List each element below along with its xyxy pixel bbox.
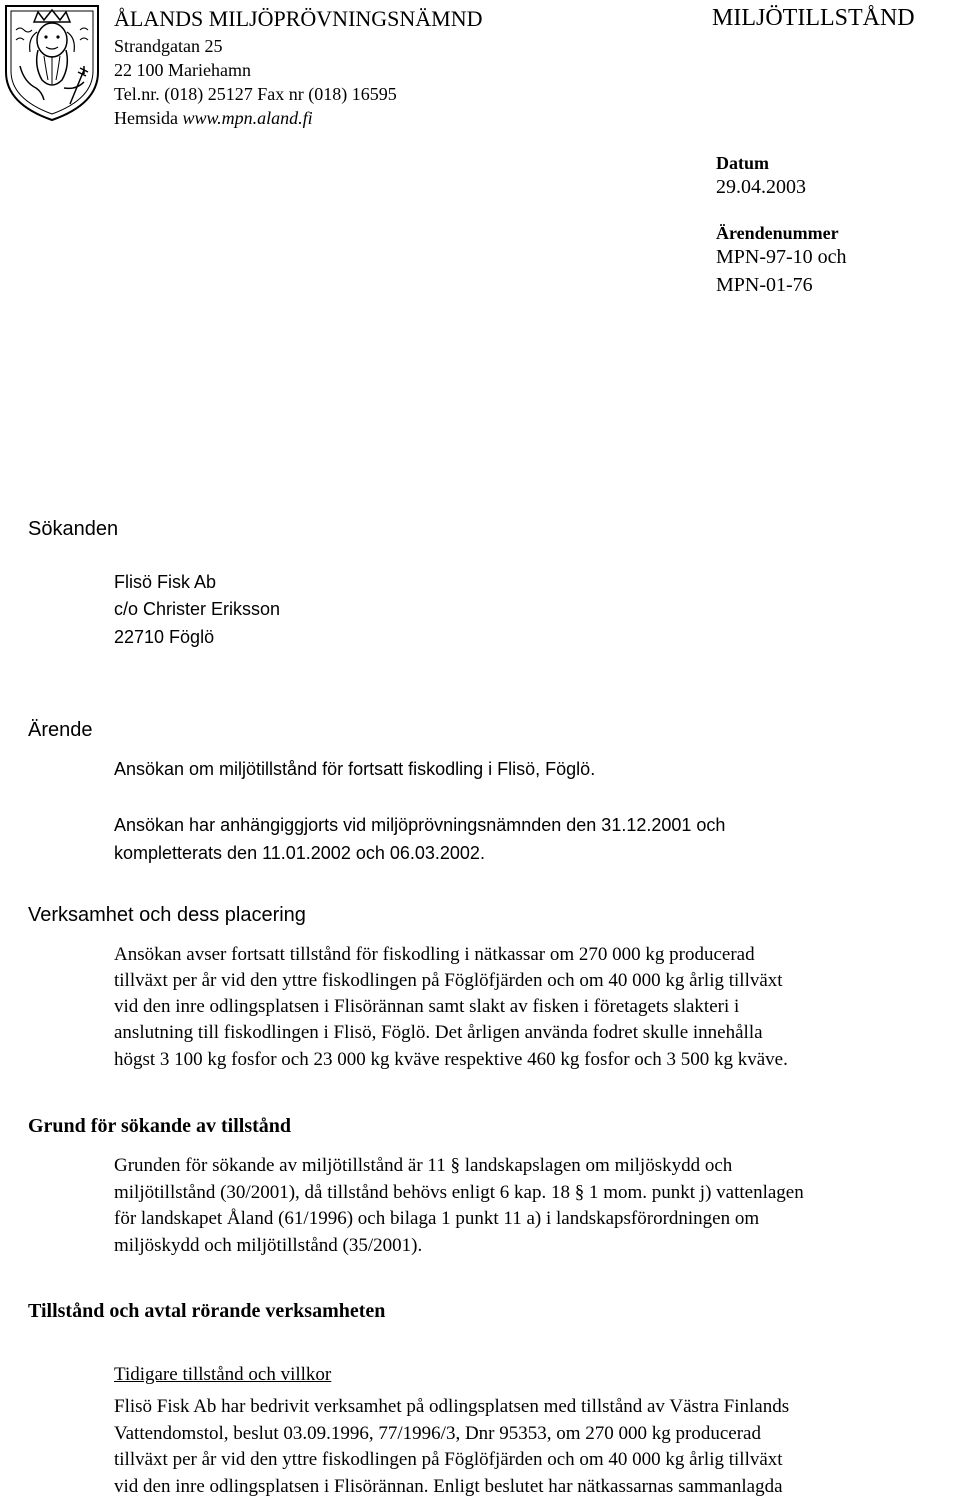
grounds-line: Grunden för sökande av miljötillstånd är 11 § landskapslagen om miljöskydd och: [114, 1155, 733, 1176]
applicant-contact: c/o Christer Eriksson: [114, 599, 281, 619]
permits-line: Vattendomstol, beslut 03.09.1996, 77/1996/3, Dnr 95353, om 270 000 kg producerad: [114, 1423, 761, 1444]
permits-subheading: Tidigare tillstånd och villkor: [114, 1364, 332, 1385]
document-type-title: MILJÖTILLSTÅND: [712, 5, 915, 31]
operations-line: högst 3 100 kg fosfor och 23 000 kg kväve respektive 460 kg fosfor och 3 500 kg kväve.: [114, 1049, 788, 1070]
permits-line: Flisö Fisk Ab har bedrivit verksamhet på odlingsplatsen med tillstånd av Västra Finlands: [114, 1396, 790, 1417]
grounds-line: miljöskydd och miljötillstånd (35/2001).: [114, 1235, 423, 1256]
operations-line: tillväxt per år vid den yttre fiskodlingen på Föglöfjärden och om 40 000 kg årlig tillväxt: [114, 970, 783, 991]
operations-line: vid den inre odlingsplatsen i Flisörännan samt slakt av fisken i företagets slakteri i: [114, 996, 740, 1017]
case-number-line2: MPN-01-76: [716, 274, 813, 296]
phone-fax-line: Tel.nr. (018) 25127 Fax nr (018) 16595: [114, 84, 397, 104]
operations-line: Ansökan avser fortsatt tillstånd för fiskodling i nätkassar om 270 000 kg producerad: [114, 944, 755, 965]
permits-line: vid den inre odlingsplatsen i Flisörännan. Enligt beslutet har nätkassarnas sammanlagda: [114, 1476, 783, 1497]
case-number-label: Ärendenummer: [716, 223, 839, 243]
applicant-heading: Sökanden: [28, 518, 119, 540]
website-line: [114, 107, 313, 129]
operations-heading: Verksamhet och dess placering: [28, 904, 306, 926]
applicant-address: 22710 Föglö: [114, 627, 215, 647]
grounds-line: miljötillstånd (30/2001), då tillstånd behövs enligt 6 kap. 18 § 1 mom. punkt j) vattenlagen: [114, 1182, 804, 1203]
date-value: 29.04.2003: [716, 176, 806, 198]
matter-line-3: kompletterats den 11.01.2002 och 06.03.2002.: [114, 843, 485, 863]
matter-heading: Ärende: [28, 719, 93, 741]
date-label: Datum: [716, 153, 769, 173]
address-postal: 22 100 Mariehamn: [114, 60, 251, 80]
grounds-line: för landskapet Åland (61/1996) och bilaga 1 punkt 11 a) i landskapsförordningen om: [114, 1208, 760, 1229]
matter-line-2: Ansökan har anhängiggjorts vid miljöprövningsnämnden den 31.12.2001 och: [114, 815, 726, 835]
organization-name: ÅLANDS MILJÖPRÖVNINGSNÄMND: [114, 6, 483, 31]
grounds-heading: Grund för sökande av tillstånd: [28, 1115, 292, 1137]
address-street: Strandgatan 25: [114, 36, 223, 56]
website-prefix: Hemsida: [114, 108, 183, 128]
permits-heading: Tillstånd och avtal rörande verksamheten: [28, 1300, 386, 1322]
coat-of-arms-logo: [0, 0, 104, 124]
website-link[interactable]: www.mpn.aland.fi: [182, 108, 313, 128]
matter-line-1: Ansökan om miljötillstånd för fortsatt fiskodling i Flisö, Föglö.: [114, 759, 596, 779]
permits-line: tillväxt per år vid den yttre fiskodlingen på Föglöfjärden och om 40 000 kg årlig tillväxt: [114, 1449, 783, 1470]
operations-line: anslutning till fiskodlingen i Flisö, Föglö. Det årligen använda fodret skulle innehålla: [114, 1022, 763, 1043]
case-number-line1: MPN-97-10 och: [716, 246, 847, 268]
applicant-name: Flisö Fisk Ab: [114, 572, 217, 592]
